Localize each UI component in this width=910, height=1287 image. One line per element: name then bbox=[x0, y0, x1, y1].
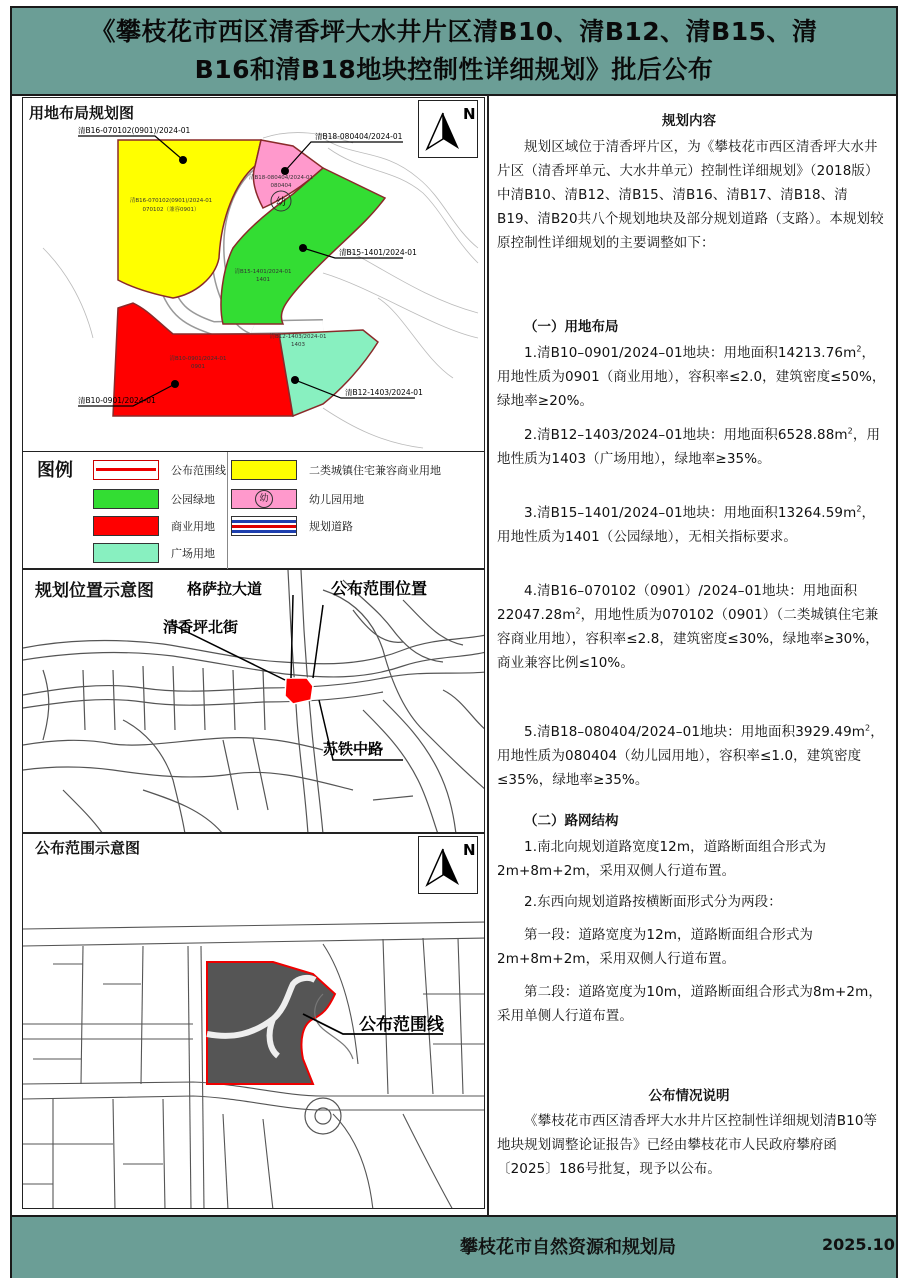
notice-text: 《攀枝花市西区清香坪大水井片区控制性详细规划清B10等地块规划调整论证报告》已经由攀枝花市人民政府攀府函〔2025〕186号批复，现予以公布。 bbox=[497, 1113, 878, 1177]
content-column bbox=[489, 97, 889, 1209]
road-item-1: 1.南北向规划道路宽度12m，道路断面组合形式为2m+8m+2m，采用双侧人行道布置。 bbox=[497, 839, 827, 879]
landuse-map-title: 用地布局规划图 bbox=[29, 104, 135, 122]
legend-item-boundary bbox=[93, 460, 226, 480]
road-item-3: 第一段：道路宽度为12m，道路断面组合形式为2m+8m+2m，采用双侧人行道布置。 bbox=[497, 927, 814, 967]
notice-title: 公布情况说明 bbox=[648, 1088, 730, 1104]
site-marker bbox=[285, 678, 313, 704]
label-gesala-road: 格萨拉大道 bbox=[187, 580, 263, 598]
kindergarten-symbol: 幼 bbox=[276, 197, 286, 208]
legend-item-square bbox=[93, 543, 215, 563]
b16-inner-label: 清B16-070102(0901)/2024-01 bbox=[129, 198, 213, 204]
item-3: 3.清B15–1401/2024–01地块：用地面积$13264.59m^2$，用地性质为1401（公园绿地），无相关指标要求。 bbox=[497, 504, 876, 545]
section-1-title: （一）用地布局 bbox=[524, 319, 619, 335]
title-line-1: 《攀枝花市西区清香坪大水井片区清B10、清B12、清B15、清 bbox=[90, 17, 818, 46]
title-line-2: B16和清B18地块控制性详细规划》批后公布 bbox=[194, 55, 714, 84]
content-intro: 规划区域位于清香坪片区，为《攀枝花市西区清香坪大水井片区（清香坪单元、大水井单元）控制性详细规划》（2018版）中清B10、清B12、清B15、清B16、清B17、清B18、清B19、清B20共八个规划地块及部分规划道路（支路）。本规划较原控制性详细规划的主要调整如下： bbox=[497, 139, 884, 251]
legend-swatch-park bbox=[93, 489, 159, 509]
b12-inner-code: 1403 bbox=[291, 342, 305, 348]
item-1: 1.清B10–0901/2024–01地块：用地面积$14213.76m^2$，用地性质为0901（商业用地），容积率≤2.0，建筑密度≤50%，绿地率≥20%。 bbox=[497, 344, 886, 409]
footer-org: 攀枝花市自然资源和规划局 bbox=[460, 1237, 676, 1258]
b15-inner-code: 1401 bbox=[256, 277, 270, 283]
landuse-map bbox=[23, 98, 485, 452]
legend-panel bbox=[22, 451, 485, 569]
kindergarten-icon: 幼 bbox=[255, 490, 273, 508]
legend-label: 公园绿地 bbox=[171, 493, 215, 506]
label-qingxiangping-street: 清香坪北街 bbox=[163, 618, 239, 636]
legend-label: 规划道路 bbox=[309, 520, 353, 533]
scope-map-panel bbox=[22, 833, 485, 1209]
legend-item-residential bbox=[231, 460, 441, 480]
b18-inner-code: 080404 bbox=[270, 183, 292, 189]
callout-b12: 清B12-1403/2024-01 bbox=[345, 388, 423, 397]
scope-map bbox=[23, 834, 485, 1209]
callout-b15: 清B15-1401/2024-01 bbox=[339, 248, 417, 257]
legend-label: 幼儿园用地 bbox=[309, 493, 364, 506]
legend-title: 图例 bbox=[37, 460, 73, 481]
callout-b18: 清B18-080404/2024-01 bbox=[315, 132, 403, 141]
north-label: N bbox=[463, 105, 476, 123]
item-4: 4.清B16–070102（0901）/2024–01地块：用地面积$22047.28m^2$，用地性质为070102（0901）（二类城镇住宅兼容商业用地），容积率≤2.8，建筑密度≤30%，绿地率≥30%，商业兼容比例≤10%。 bbox=[497, 583, 879, 671]
legend-label: 广场用地 bbox=[171, 547, 215, 560]
location-map-title: 规划位置示意图 bbox=[35, 576, 154, 601]
road-item-4: 第二段：道路宽度为10m，道路断面组合形式为8m+2m，采用单侧人行道布置。 bbox=[497, 984, 882, 1024]
label-sutie-road: 苏铁中路 bbox=[323, 740, 384, 758]
b18-inner-label: 清B18-080404/2024-01 bbox=[248, 175, 314, 181]
left-column bbox=[22, 97, 485, 1209]
page-header bbox=[12, 8, 896, 96]
legend-divider bbox=[227, 452, 228, 570]
north-arrow bbox=[418, 100, 478, 158]
legend-swatch-residential bbox=[231, 460, 297, 480]
page-footer bbox=[12, 1215, 896, 1278]
section-2-title: （二）路网结构 bbox=[524, 813, 619, 829]
location-map-panel bbox=[22, 569, 485, 833]
road-item-2: 2.东西向规划道路按横断面形式分为两段： bbox=[524, 894, 782, 910]
north-label: N bbox=[463, 841, 476, 859]
b10-inner-code: 0901 bbox=[191, 364, 205, 370]
b16-inner-code: 070102（兼容0901） bbox=[142, 207, 200, 213]
legend-item-kindergarten bbox=[231, 489, 364, 509]
scope-map-title: 公布范围示意图 bbox=[35, 839, 141, 857]
legend-swatch-square bbox=[93, 543, 159, 563]
legend-label: 二类城镇住宅兼容商业用地 bbox=[309, 464, 441, 477]
north-arrow bbox=[418, 836, 478, 894]
callout-b10: 清B10-0901/2024-01 bbox=[78, 396, 156, 405]
legend-swatch-boundary bbox=[93, 460, 159, 480]
scope-label: 公布范围线 bbox=[359, 1015, 444, 1035]
callout-b16: 清B16-070102(0901)/2024-01 bbox=[78, 126, 191, 135]
legend-item-commercial bbox=[93, 516, 215, 536]
content-title: 规划内容 bbox=[662, 113, 716, 129]
item-2: 2.清B12–1403/2024–01地块：用地面积$6528.88m^2$，用地性质为1403（广场用地），绿地率≥35%。 bbox=[497, 426, 881, 467]
location-map bbox=[23, 570, 485, 833]
legend-swatch-road bbox=[231, 516, 297, 536]
item-5: 5.清B18–080404/2024–01地块：用地面积$3929.49m^2$，用地性质为080404（幼儿园用地），容积率≤1.0，建筑密度≤35%，绿地率≥35%。 bbox=[497, 723, 884, 788]
legend-item-road bbox=[231, 516, 353, 536]
b15-inner-label: 清B15-1401/2024-01 bbox=[234, 269, 292, 275]
legend-swatch-commercial bbox=[93, 516, 159, 536]
landuse-map-panel bbox=[22, 97, 485, 452]
b12-inner-label: 清B12-1403/2024-01 bbox=[269, 334, 327, 340]
footer-date: 2025.10 bbox=[822, 1235, 895, 1254]
legend-label: 公布范围线 bbox=[171, 464, 226, 477]
legend-item-park bbox=[93, 489, 215, 509]
b10-inner-label: 清B10-0901/2024-01 bbox=[169, 356, 227, 362]
legend-label: 商业用地 bbox=[171, 520, 215, 533]
label-site-location: 公布范围位置 bbox=[331, 579, 428, 598]
legend-swatch-kindergarten bbox=[231, 489, 297, 509]
